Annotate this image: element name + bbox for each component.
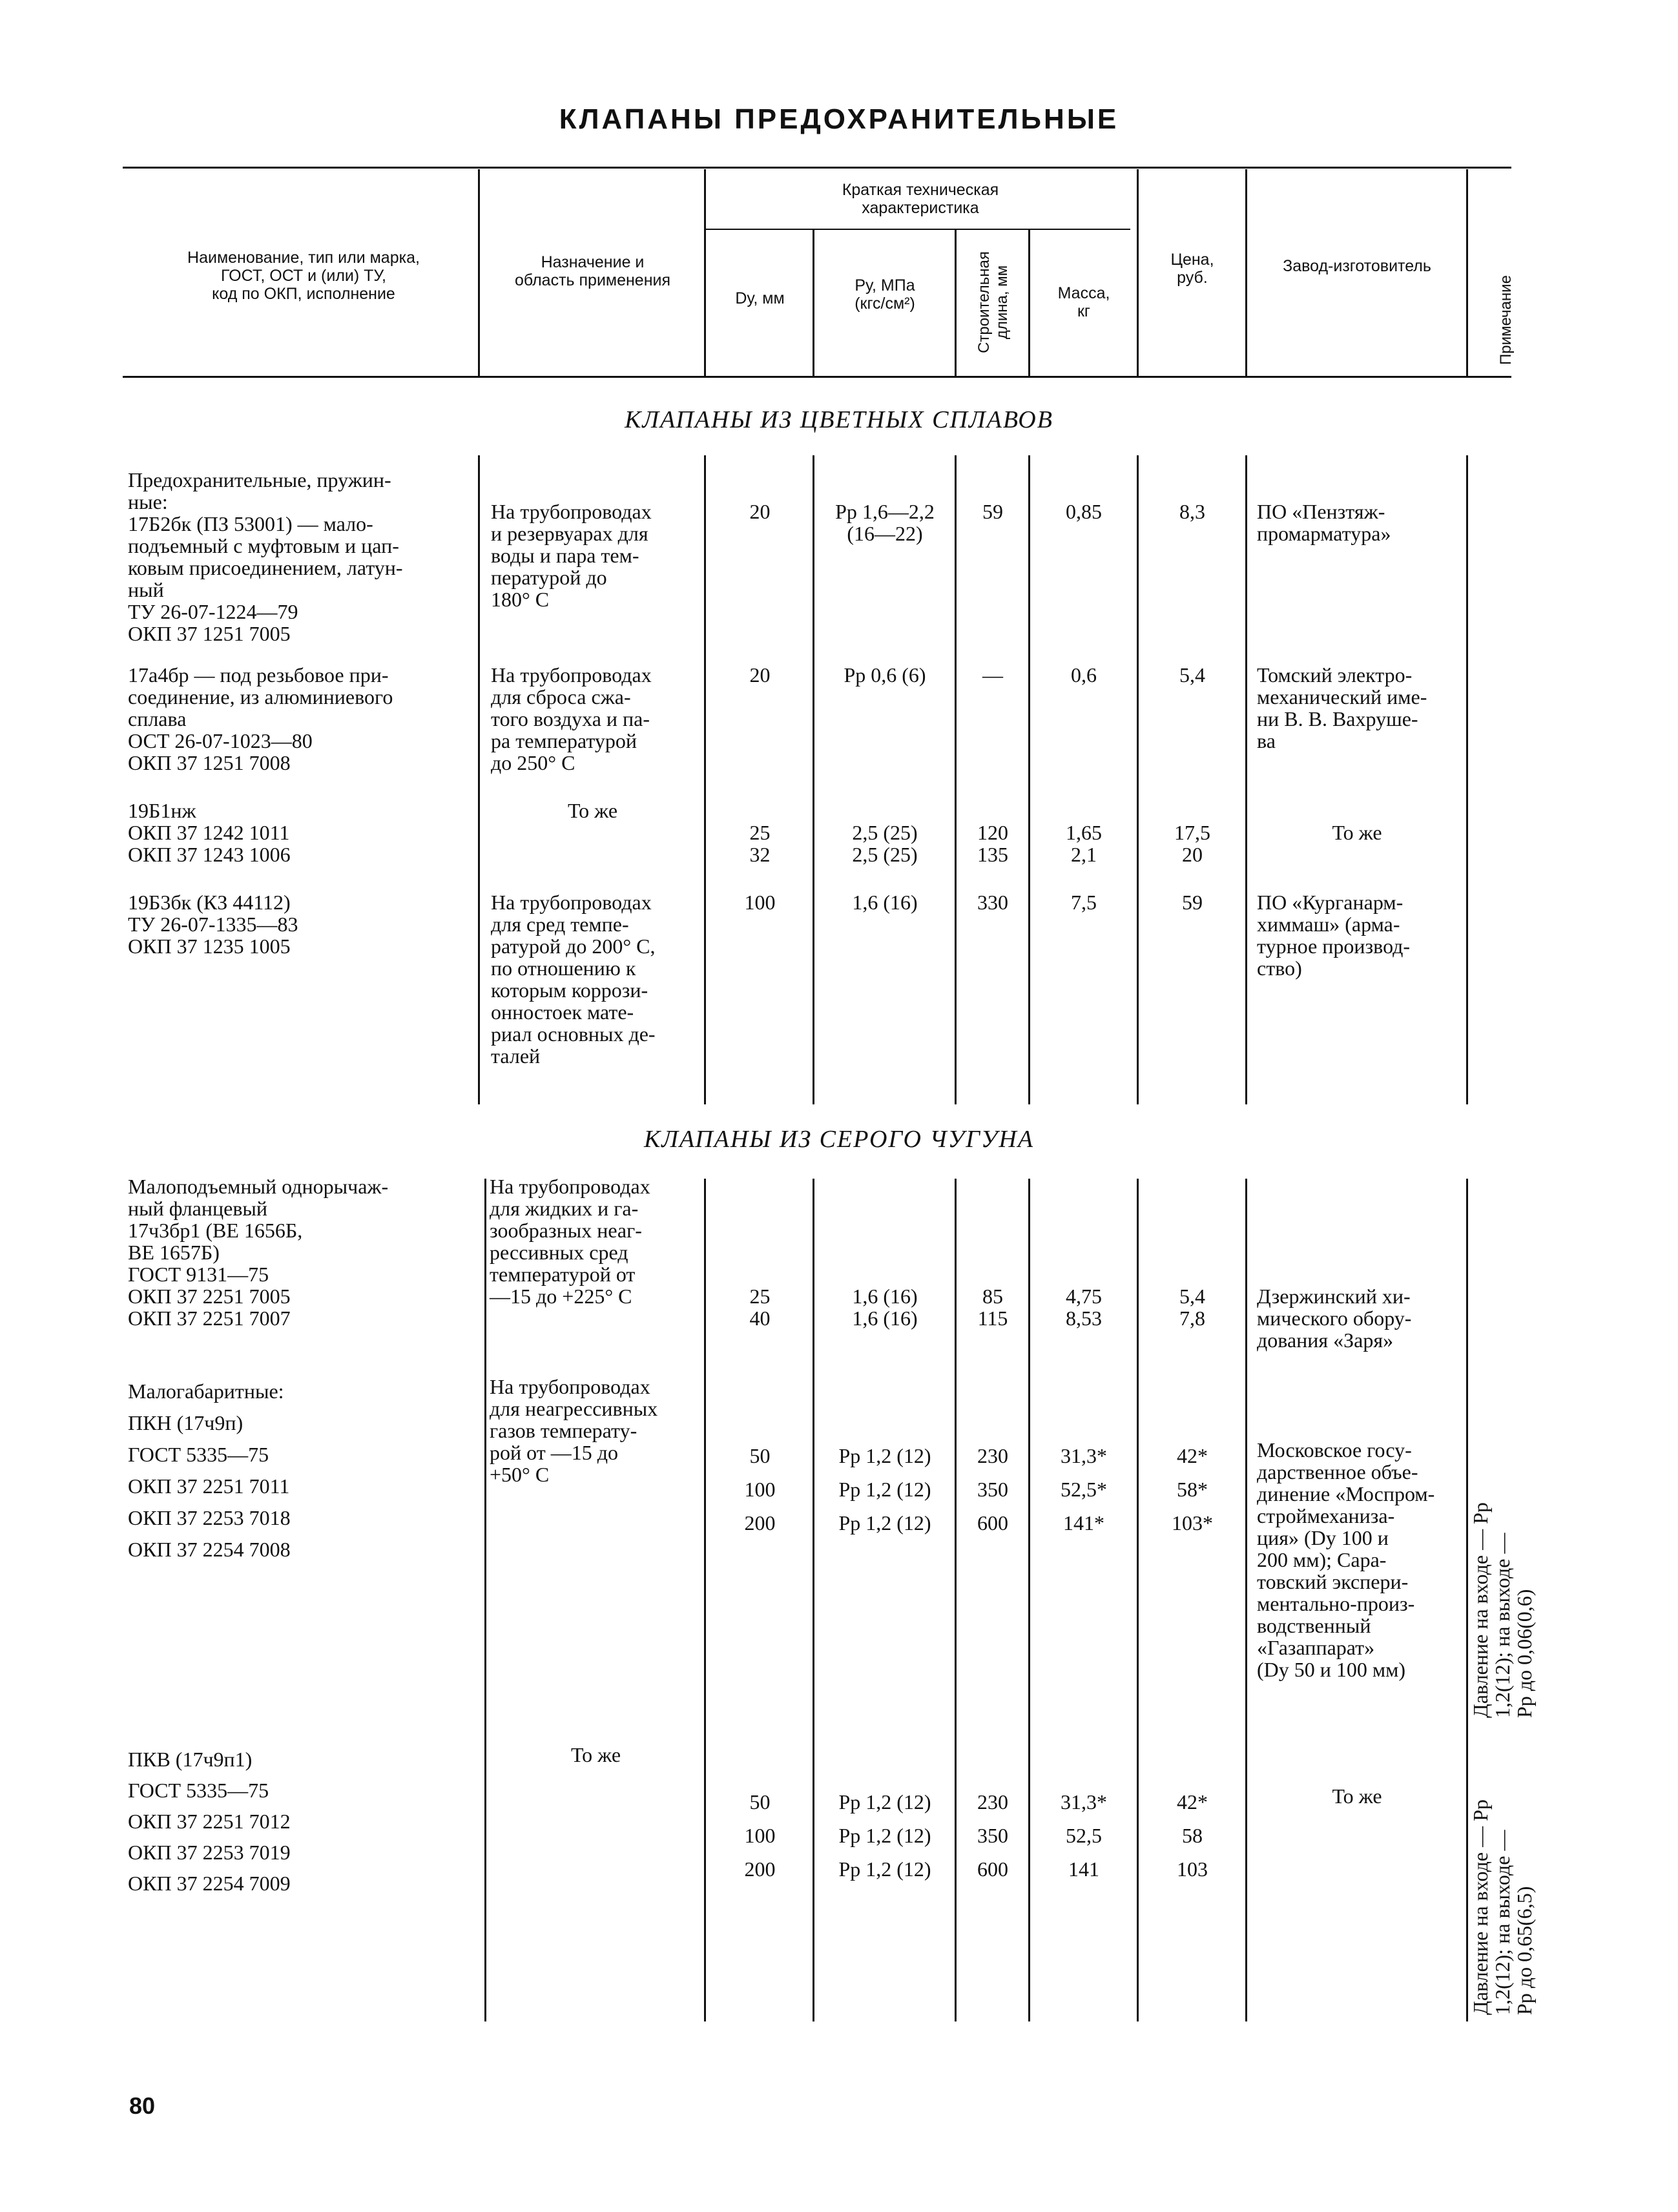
header-note: Примечание (1497, 275, 1515, 365)
column-divider (704, 1179, 706, 2021)
header-mass: Масса, кг (1057, 284, 1110, 320)
cell-dy: 50 100 200 (744, 1444, 776, 1535)
cell-name: ПКВ (17ч9п1) ГОСТ 5335—75 ОКП 37 2251 7012 ОКП 37 2253 7019 ОКП 37 2254 7009 (128, 1748, 291, 1895)
header-divider (478, 169, 480, 376)
cell-length: 230 350 600 (977, 1790, 1008, 1881)
column-divider (1466, 1179, 1468, 2021)
cell-name: Малогабаритные: ПКН (17ч9п) ГОСТ 5335—75 ОКП 37 2251 7011 ОКП 37 2253 7018 ОКП 37 2254 7008 (128, 1380, 291, 1561)
header-purpose: Назначение и область применения (514, 253, 671, 289)
header-price: Цена, руб. (1170, 251, 1214, 287)
cell-maker: ПО «Курганарм- химмаш» (арма- турное производ- ство) (1257, 891, 1411, 980)
cell-length: 330 (977, 891, 1008, 914)
column-divider (478, 455, 480, 1104)
column-divider (1137, 1179, 1139, 2021)
cell-name: 19Б1нж ОКП 37 1242 1011 ОКП 37 1243 1006 (128, 799, 291, 866)
header-top-rule (123, 167, 1511, 169)
header-divider (955, 230, 957, 376)
cell-maker: ПО «Пензтяж- промарматура» (1257, 500, 1391, 545)
cell-price: 5,4 (1179, 663, 1205, 687)
cell-price: 42* 58* 103* (1172, 1444, 1213, 1535)
cell-mass: 0,85 (1066, 500, 1102, 523)
header-bottom-rule (123, 376, 1511, 378)
header-spec-group: Краткая техническая характеристика (842, 181, 999, 217)
cell-dy: 25 32 (749, 821, 771, 866)
cell-name: 17а4бр — под резьбовое при- соединение, из алюминиевого сплава ОСТ 26-07-1023—80 ОКП 37 1251 7008 (128, 663, 393, 774)
cell-mass: 4,75 8,53 (1066, 1285, 1102, 1330)
cell-price: 17,5 20 (1174, 821, 1210, 866)
cell-purpose: На трубопроводах и резервуарах для воды и пара тем- пературой до 180° С (491, 500, 652, 611)
cell-mass: 7,5 (1071, 891, 1097, 914)
cell-length: 120 135 (977, 821, 1008, 866)
column-divider (813, 1179, 814, 2021)
cell-length: 85 115 (977, 1285, 1008, 1330)
cell-dy: 100 (744, 891, 776, 914)
section-title: КЛАПАНЫ ИЗ ЦВЕТНЫХ СПЛАВОВ (625, 406, 1053, 433)
header-dy: Dу, мм (735, 289, 785, 307)
cell-price: 5,4 7,8 (1179, 1285, 1205, 1330)
cell-py: 1,6 (16) 1,6 (16) (852, 1285, 918, 1330)
cell-note: Давление на входе — Pр 1,2(12); на выходе — Pр до 0,06(0,6) (1469, 1502, 1536, 1718)
page-number: 80 (129, 2093, 156, 2119)
cell-length: — (982, 663, 1003, 687)
cell-dy: 25 40 (749, 1285, 771, 1330)
header-divider (1466, 169, 1468, 376)
cell-length: 59 (982, 500, 1003, 523)
cell-maker: То же (1332, 1784, 1382, 1808)
cell-price: 59 (1182, 891, 1203, 914)
spec-group-rule (705, 229, 1130, 230)
column-divider (704, 455, 706, 1104)
page-title: КЛАПАНЫ ПРЕДОХРАНИТЕЛЬНЫЕ (559, 103, 1119, 135)
header-py: Pу, МПа (кгс/см²) (855, 276, 915, 313)
cell-name: Малоподъемный однорычаж- ный фланцевый 17ч3бр1 (ВЕ 1656Б, ВЕ 1657Б) ГОСТ 9131—75 ОКП 37 2251 7005 ОКП 37 2251 7007 (128, 1175, 389, 1330)
column-divider (1028, 455, 1030, 1104)
cell-dy: 20 (749, 500, 771, 523)
cell-length: 230 350 600 (977, 1444, 1008, 1535)
header-divider (1028, 230, 1030, 376)
cell-py: 2,5 (25) 2,5 (25) (852, 821, 918, 866)
cell-dy: 20 (749, 663, 771, 687)
cell-purpose: На трубопроводах для сброса сжа- того воздуха и па- ра температурой до 250° С (491, 663, 652, 774)
column-divider (955, 1179, 957, 2021)
cell-mass: 1,65 2,1 (1066, 821, 1102, 866)
column-divider (1137, 455, 1139, 1104)
cell-py: Pр 1,2 (12) Pр 1,2 (12) Pр 1,2 (12) (838, 1790, 931, 1881)
cell-py: Pр 1,2 (12) Pр 1,2 (12) Pр 1,2 (12) (838, 1444, 931, 1535)
cell-name: Предохранительные, пружин- ные: 17Б2бк (ПЗ 53001) — мало- подъемный с муфтовым и цап- ковым присоединением, латун- ный ТУ 26-07-1224—79 ОКП 37 1251 7005 (128, 468, 403, 645)
cell-maker: То же (1332, 821, 1382, 844)
cell-name: 19Б3бк (КЗ 44112) ТУ 26-07-1335—83 ОКП 37 1235 1005 (128, 891, 298, 958)
section-title: КЛАПАНЫ ИЗ СЕРОГО ЧУГУНА (643, 1126, 1035, 1153)
cell-purpose: То же (567, 799, 618, 822)
column-divider (1245, 1179, 1247, 2021)
cell-py: Pр 0,6 (6) (844, 663, 926, 687)
cell-purpose: На трубопроводах для сред темпе- ратурой до 200° С, по отношению к которым коррози- онностоек мате- риал основных де- талей (491, 891, 656, 1068)
column-divider (1028, 1179, 1030, 2021)
cell-py: Pр 1,6—2,2 (16—22) (835, 500, 935, 545)
cell-dy: 50 100 200 (744, 1790, 776, 1881)
cell-mass: 31,3* 52,5 141 (1061, 1790, 1107, 1881)
header-divider (1245, 169, 1247, 376)
cell-purpose: То же (570, 1743, 621, 1766)
cell-maker: Томский электро- механический име- ни В. В. Вахруше- ва (1257, 663, 1427, 752)
cell-price: 8,3 (1179, 500, 1205, 523)
column-divider (813, 455, 814, 1104)
column-divider (955, 455, 957, 1104)
header-divider (813, 230, 814, 376)
cell-mass: 31,3* 52,5* 141* (1061, 1444, 1107, 1535)
cell-price: 42* 58 103 (1177, 1790, 1208, 1881)
cell-purpose: На трубопроводах для жидких и га- зообразных неаг- рессивных сред температурой от —15 до +225° С (490, 1175, 650, 1308)
cell-mass: 0,6 (1071, 663, 1097, 687)
header-divider (1137, 169, 1139, 376)
cell-py: 1,6 (16) (852, 891, 918, 914)
column-divider (1245, 455, 1247, 1104)
cell-maker: Московское госу- дарственное объе- динение «Моспром- строймеханиза- ция» (Dу 100 и 200 мм); Сара- товский экспери- ментально-произ- водственный «Газаппарат» (Dу 50 и 100 мм) (1257, 1438, 1435, 1681)
column-divider (1466, 455, 1468, 1104)
cell-maker: Дзержинский хи- мического обору- дования «Заря» (1257, 1285, 1412, 1352)
header-maker: Завод-изготовитель (1283, 257, 1431, 275)
column-divider (484, 1179, 486, 2021)
header-divider (704, 169, 706, 376)
header-length: Строительная длина, мм (975, 251, 1011, 353)
cell-purpose: На трубопроводах для неагрессивных газов температу- рой от —15 до +50° С (490, 1375, 658, 1486)
cell-note: Давление на входе — Pр 1,2(12); на выходе — Pр до 0,65(6,5) (1469, 1799, 1536, 2015)
header-name: Наименование, тип или марка, ГОСТ, ОСТ и (или) ТУ, код по ОКП, исполнение (187, 249, 420, 303)
